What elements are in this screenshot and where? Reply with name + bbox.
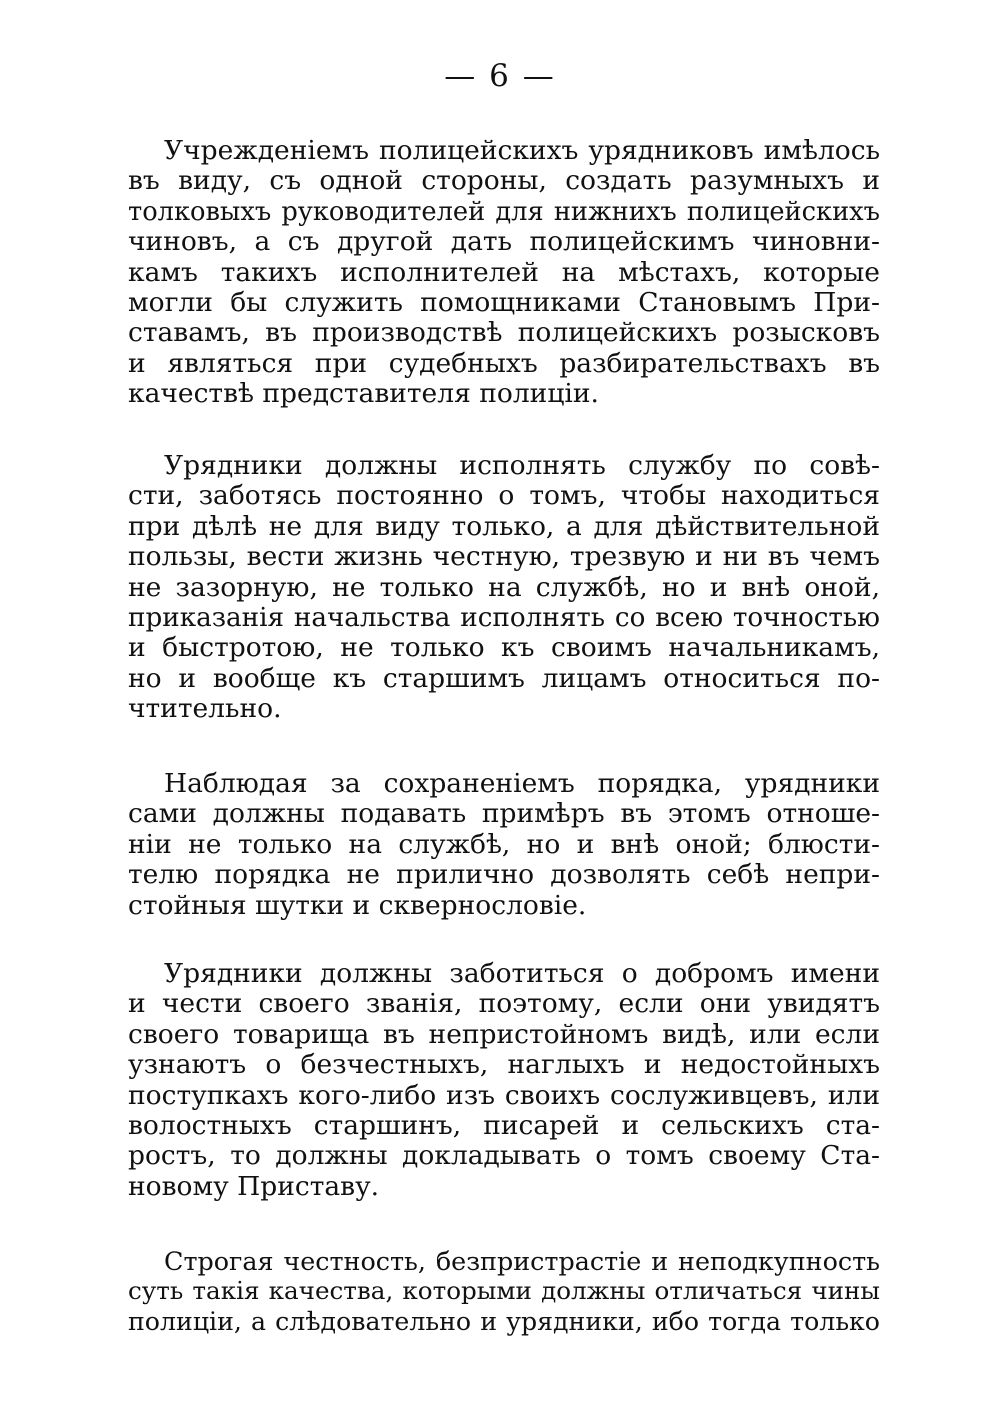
- paragraph-line: чтительно.: [128, 694, 282, 725]
- paragraph-line: качествѣ представителя полиціи.: [128, 379, 599, 410]
- paragraph-1: [128, 136, 880, 410]
- paragraph-5: [128, 1246, 880, 1337]
- paragraph-line: толковыхъ руководителей для нижнихъ полицейскихъ: [128, 196, 880, 227]
- paragraph-2: [128, 451, 880, 725]
- paragraph-line: ставамъ, въ производствѣ полицейскихъ розысковъ: [128, 318, 880, 349]
- paragraph-4: [128, 959, 880, 1202]
- paragraph-line: стойныя шутки и сквернословіе.: [128, 890, 587, 921]
- paragraph-line: полиціи, а слѣдовательно и урядники, ибо тогда только: [128, 1306, 880, 1336]
- paragraph-line: могли бы служить помощниками Становымъ При-: [128, 287, 880, 318]
- paragraph-line: Наблюдая за сохраненіемъ порядка, урядники: [164, 769, 880, 799]
- paragraph-line: телю порядка не прилично дозволять себѣ непри-: [128, 860, 880, 891]
- paragraph-line: Урядники должны исполнять службу по совѣ-: [164, 451, 880, 481]
- paragraph-line: не зазорную, не только на службѣ, но и внѣ оной,: [128, 572, 880, 603]
- paragraph-line: сами должны подавать примѣръ въ этомъ отноше-: [128, 799, 880, 830]
- paragraph-line: и чести своего званія, поэтому, если они увидятъ: [128, 989, 880, 1020]
- paragraph-line: Урядники должны заботиться о добромъ имени: [164, 959, 880, 989]
- paragraph-line: узнаютъ о безчестныхъ, наглыхъ и недостойныхъ: [128, 1050, 880, 1081]
- paragraph-line: пользы, вести жизнь честную, трезвую и ни въ чемъ: [128, 542, 880, 573]
- paragraph-line: ростъ, то должны докладывать о томъ своему Ста-: [128, 1141, 880, 1172]
- paragraph-line: своего товарища въ непристойномъ видѣ, или если: [128, 1019, 880, 1050]
- paragraph-line: приказанія начальства исполнять со всею точностью: [128, 602, 880, 633]
- paragraph-line: и являться при судебныхъ разбирательствахъ въ: [128, 348, 880, 379]
- paragraph-3: [128, 769, 880, 921]
- paragraph-line: Строгая честность, безпристрастіе и неподкупность: [164, 1246, 880, 1276]
- paragraph-line: въ виду, съ одной стороны, создать разумныхъ и: [128, 166, 880, 197]
- paragraph-line: поступкахъ кого-либо изъ своихъ сослуживцевъ, или: [128, 1080, 880, 1111]
- paragraph-line: камъ такихъ исполнителей на мѣстахъ, которые: [128, 257, 880, 288]
- paragraph-line: суть такія качества, которыми должны отличаться чины: [128, 1276, 880, 1306]
- paragraph-line: волостныхъ старшинъ, писарей и сельскихъ ста-: [128, 1110, 880, 1141]
- paragraph-line: новому Приставу.: [128, 1171, 380, 1202]
- paragraph-line: сти, заботясь постоянно о томъ, чтобы находиться: [128, 481, 880, 512]
- paragraph-line: ніи не только на службѣ, но и внѣ оной; блюсти-: [128, 829, 880, 860]
- paragraph-line: Учрежденіемъ полицейскихъ урядниковъ имѣлось: [164, 136, 880, 166]
- page-number: — 6 —: [444, 58, 556, 94]
- paragraph-line: и быстротою, не только къ своимъ начальникамъ,: [128, 633, 880, 664]
- paragraph-line: но и вообще къ старшимъ лицамъ относиться по-: [128, 663, 880, 694]
- paragraph-line: чиновъ, а съ другой дать полицейскимъ чиновни-: [128, 227, 880, 258]
- paragraph-line: при дѣлѣ не для виду только, а для дѣйствительной: [128, 511, 880, 542]
